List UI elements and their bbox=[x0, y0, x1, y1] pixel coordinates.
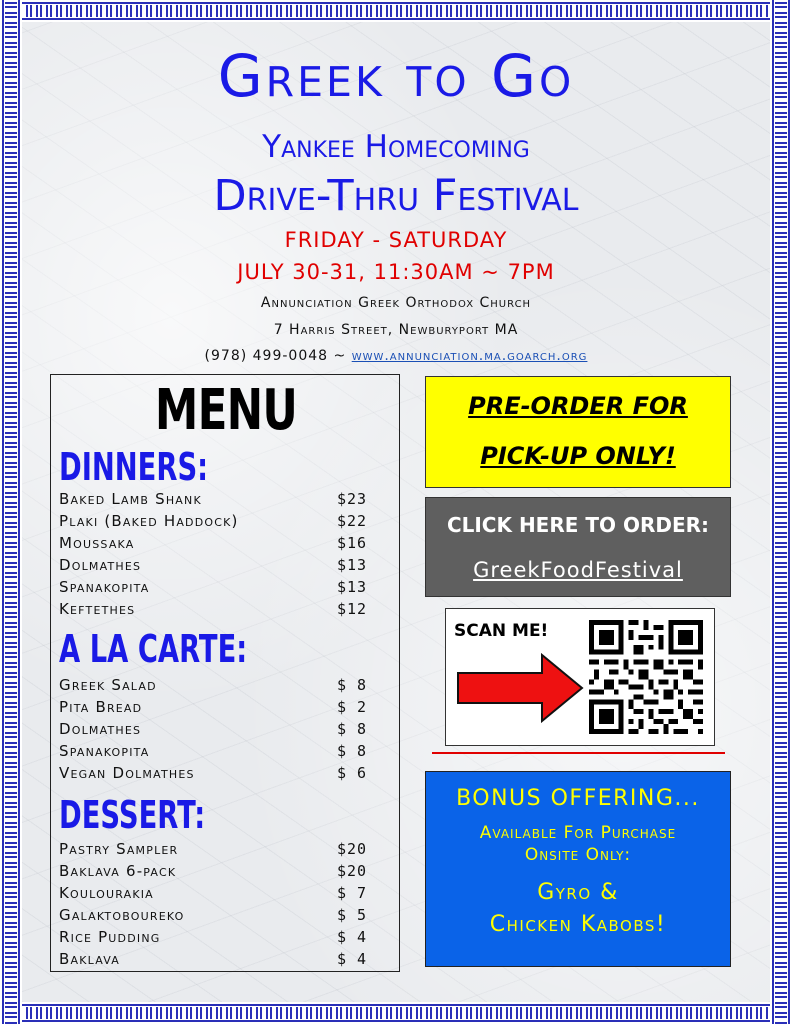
preorder-line1: PRE-ORDER FOR bbox=[468, 392, 688, 420]
event-days: FRIDAY - SATURDAY bbox=[284, 228, 508, 252]
church-name: Annunciation Greek Orthodox Church bbox=[260, 295, 532, 311]
bonus-item-gyro: Gyro & bbox=[537, 880, 619, 905]
bonus-line1: Available For Purchase bbox=[479, 823, 677, 843]
bonus-offering-box bbox=[425, 771, 731, 967]
website-link[interactable]: www.annunciation.ma.goarch.org bbox=[351, 348, 588, 364]
greek-key-border-right bbox=[770, 0, 792, 1024]
bonus-item-kabobs: Chicken Kabobs! bbox=[489, 912, 667, 937]
greek-key-border-bottom bbox=[0, 1002, 792, 1024]
menu-title: MENU bbox=[154, 378, 298, 443]
bonus-line2: Onsite Only: bbox=[524, 845, 632, 865]
dessert-heading: DESSERT: bbox=[59, 793, 206, 837]
event-dates-times: JULY 30-31, 11:30AM ~ 7PM bbox=[237, 260, 555, 284]
event-name: Drive-Thru Festival bbox=[213, 171, 579, 221]
event-subtitle: Yankee Homecoming bbox=[262, 129, 530, 165]
dinners-heading: DINNERS: bbox=[59, 445, 209, 489]
menu-box: MENU DINNERS: Baked Lamb Shank $23 Plaki (Baked Haddock) $22 Moussaka $16 Dolmathes $13 Spanakopita $13 Keftethes $12 A LA CARTE: Greek Salad $ 8 Pita Bread $ 2 Dolmathes $ 8 Spanakopita $ 8 Vegan Dolmathes $ 6 DESSERT: Pastry Sampler $20 Baklava 6-pack $20 Koulourakia $ 7 Galaktoboureko $ 5 Rice Pudding $ 4 Baklava $ 4 bbox=[50, 374, 400, 972]
scan-box bbox=[445, 608, 715, 746]
greek-key-border-top bbox=[0, 0, 792, 22]
preorder-line2: PICK-UP ONLY! bbox=[480, 442, 676, 470]
divider-line bbox=[432, 752, 725, 754]
alacarte-heading: A LA CARTE: bbox=[59, 627, 248, 671]
order-label: CLICK HERE TO ORDER: bbox=[446, 513, 710, 537]
order-button[interactable] bbox=[425, 497, 731, 597]
scan-label: SCAN ME! bbox=[454, 621, 549, 641]
qr-code-icon[interactable] bbox=[584, 615, 708, 739]
church-address: 7 Harris Street, Newburyport MA bbox=[273, 322, 519, 338]
order-link[interactable]: GreekFoodFestival bbox=[473, 558, 683, 582]
preorder-notice bbox=[425, 376, 731, 488]
phone-number: (978) 499-0048 ~ bbox=[204, 348, 352, 364]
bonus-heading: BONUS OFFERING... bbox=[456, 786, 700, 811]
flyer-title: Greek to Go bbox=[217, 42, 575, 110]
greek-key-border-left bbox=[0, 0, 22, 1024]
red-arrow-icon bbox=[456, 653, 584, 723]
contact-line bbox=[22, 346, 770, 366]
